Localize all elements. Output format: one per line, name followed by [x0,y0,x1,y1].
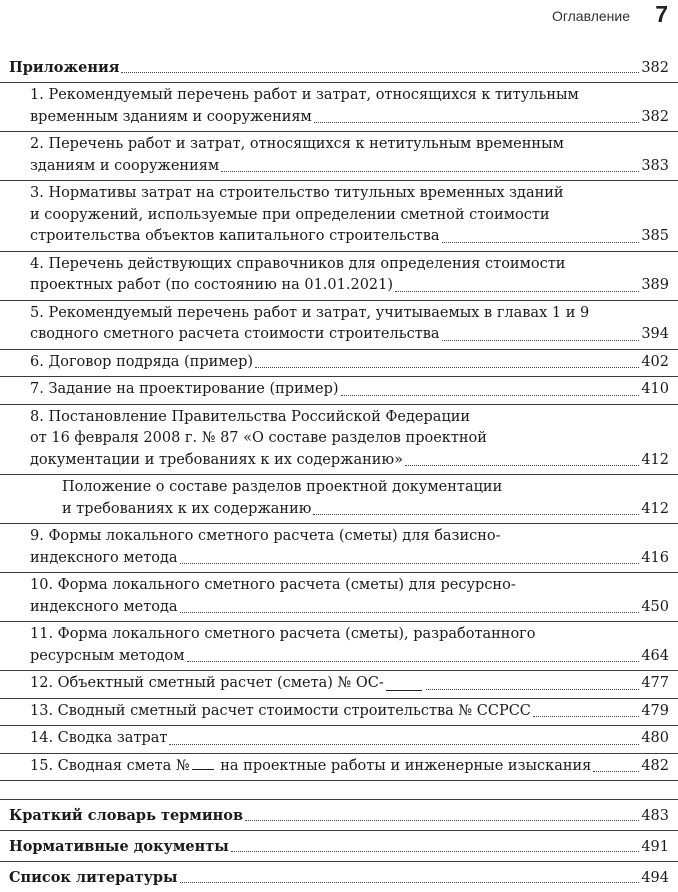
toc-entry-line: 3. Нормативы затрат на строительство титульных временных зданий [30,185,564,201]
toc-entry-title [30,756,591,778]
toc-entry-row [30,324,678,346]
toc-entry-appendix-2[interactable] [0,132,678,181]
toc-entry-page: 477 [641,675,669,691]
toc-entry-line: 1. Рекомендуемый перечень работ и затрат, относящихся к титульным [30,87,579,103]
dot-leader [313,514,639,515]
toc-entry-title: временным зданиям и сооружениям [30,108,312,125]
toc-entry-row [30,156,678,178]
toc-entry-page: 382 [641,60,669,76]
toc-entry-page: 479 [641,702,669,719]
toc-entry-row [30,352,678,374]
toc-entry-title: зданиям и сооружениям [30,157,220,174]
toc-entry-title: индексного метода [30,549,178,566]
toc-entry-page: 389 [641,277,669,293]
toc-entry-page: 483 [641,808,669,824]
toc-entry-page: 464 [641,647,669,664]
toc-entry-page: 385 [641,228,669,244]
toc-entry-title: 6. Договор подряда (пример) [30,353,254,370]
toc-entry-page: 394 [641,326,669,342]
toc-entry-line: 2. Перечень работ и затрат, относящихся к нетитульным временным [30,136,564,152]
toc-entry-page: 494 [641,870,669,886]
toc-entry-title: Список литературы [9,869,178,886]
toc-entry-page: 482 [641,757,669,774]
toc-entry-appendix-13[interactable] [0,671,678,699]
toc-entry-row [30,673,678,695]
dot-leader [314,122,639,123]
toc-entry-line: 10. Форма локального сметного расчета (сметы) для ресурсно- [30,577,516,593]
toc-entry-appendix-15[interactable] [0,726,678,754]
dot-leader [395,291,639,292]
dot-leader [180,563,640,564]
toc-entry-row [30,701,678,723]
appendix-items-list [0,83,678,781]
dot-leader [180,882,640,883]
dot-leader [231,851,640,852]
running-header [0,0,678,36]
dot-leader [180,612,640,613]
header-section-title: Оглавление [551,8,630,24]
dot-leader [405,465,639,466]
toc-entry-appendix-7[interactable] [0,377,678,405]
toc-entry-appendix-1[interactable] [0,83,678,132]
toc-entry-appendix-5[interactable] [0,301,678,350]
toc-entry-title: Краткий словарь терминов [9,807,244,824]
toc-entry-row [9,837,678,857]
dot-leader [245,820,639,821]
dot-leader [442,340,640,341]
dot-leader [221,171,639,172]
toc-entry-row [9,868,678,888]
toc-entry-title: и требованиях к их содержанию [62,500,312,517]
toc-entry-line: Положение о составе разделов проектной документации [62,479,503,495]
toc-entry-appendix-6[interactable] [0,350,678,378]
toc-entry-row [30,450,678,472]
dot-leader [169,744,639,745]
toc-entry-row [30,226,678,248]
dot-leader [121,72,639,73]
toc-entry-page: 412 [641,451,669,468]
toc-entry-row [30,275,678,297]
toc-entry-row [62,499,678,521]
toc-entry-appendix-9[interactable] [0,475,678,524]
toc-entry-row [30,548,678,570]
toc-entry-appendix-12[interactable] [0,622,678,671]
dot-leader [533,716,639,717]
toc-entry-title: Нормативные документы [9,838,229,855]
toc-entry-line: и сооружений, используемые при определении сметной стоимости [30,206,550,223]
toc-entry-row [30,597,678,619]
toc-entry-title-part: на проектные работы и инженерные изыскания [215,757,592,774]
toc-entry-section-1[interactable] [0,800,678,831]
toc-entry-row [30,107,678,129]
toc-entry-line: 5. Рекомендуемый перечень работ и затрат, учитываемых в главах 1 и 9 [30,304,590,321]
toc-entry-page: 416 [641,549,669,566]
dot-leader [593,771,639,772]
toc-entry-appendix-8[interactable] [0,405,678,476]
toc-entry-appendix-3[interactable] [0,181,678,252]
toc-entry-page: 412 [641,500,669,517]
toc-entry-appendix-10[interactable] [0,524,678,573]
toc-entry-line: 8. Постановление Правительства Российской Федерации [30,408,471,425]
toc-entry-appendix-11[interactable] [0,573,678,622]
section-gap [0,781,678,800]
toc-entry-row [30,728,678,750]
dot-leader [255,367,639,368]
header-page-number: 7 [655,1,668,27]
toc-entry-page: 491 [641,839,669,855]
toc-entry-row [30,379,678,401]
toc-entry-title: проектных работ (по состоянию на 01.01.2021) [30,277,394,293]
sections-list [0,800,678,892]
toc-entry-section-3[interactable] [0,862,678,892]
toc-entry-title: сводного сметного расчета стоимости строительства [30,326,440,342]
toc-entry-page: 410 [641,381,669,397]
toc-entry-line: 9. Формы локального сметного расчета (сметы) для базисно- [30,528,501,544]
toc-entry-title: 13. Сводный сметный расчет стоимости строительства № ССРСС [30,702,531,719]
fill-in-blank [192,769,214,770]
toc-entry-page: 383 [641,157,669,174]
toc-entry-title: 12. Объектный сметный расчет (смета) № ОС- [30,675,384,691]
toc-entry-title-part: 15. Сводная смета № [30,757,190,774]
toc-entry-title: документации и требованиях к их содержанию» [30,451,403,468]
table-of-contents [0,52,678,892]
toc-entry-title: строительства объектов капитального строительства [30,228,440,244]
toc-entry-title: ресурсным методом [30,647,185,664]
toc-entry-title: 14. Сводка затрат [30,730,168,746]
toc-entry-line: от 16 февраля 2008 г. № 87 «О составе разделов проектной [30,430,487,446]
toc-entry-title: Приложения [9,59,120,76]
toc-entry-page: 450 [641,598,669,615]
toc-entry-page: 382 [641,108,669,125]
toc-entry-title: индексного метода [30,598,178,615]
toc-entry-appendix-16[interactable] [0,754,678,782]
toc-entry-appendix[interactable] [0,52,678,83]
dot-leader [442,242,640,243]
toc-entry-line: 4. Перечень действующих справочников для определения стоимости [30,255,566,272]
toc-entry-appendix-4[interactable] [0,252,678,301]
fill-in-blank [386,690,422,691]
dot-leader [187,661,640,662]
toc-entry-appendix-14[interactable] [0,699,678,727]
toc-entry-row [30,646,678,668]
dot-leader [426,689,640,690]
dot-leader [341,395,640,396]
toc-entry-page: 402 [641,353,669,370]
toc-entry-row [30,756,678,778]
toc-entry-section-2[interactable] [0,831,678,862]
toc-entry-title: 7. Задание на проектирование (пример) [30,381,339,397]
toc-entry-row [9,806,678,826]
toc-entry-line: 11. Форма локального сметного расчета (сметы), разработанного [30,626,536,642]
toc-entry-page: 480 [641,730,669,746]
